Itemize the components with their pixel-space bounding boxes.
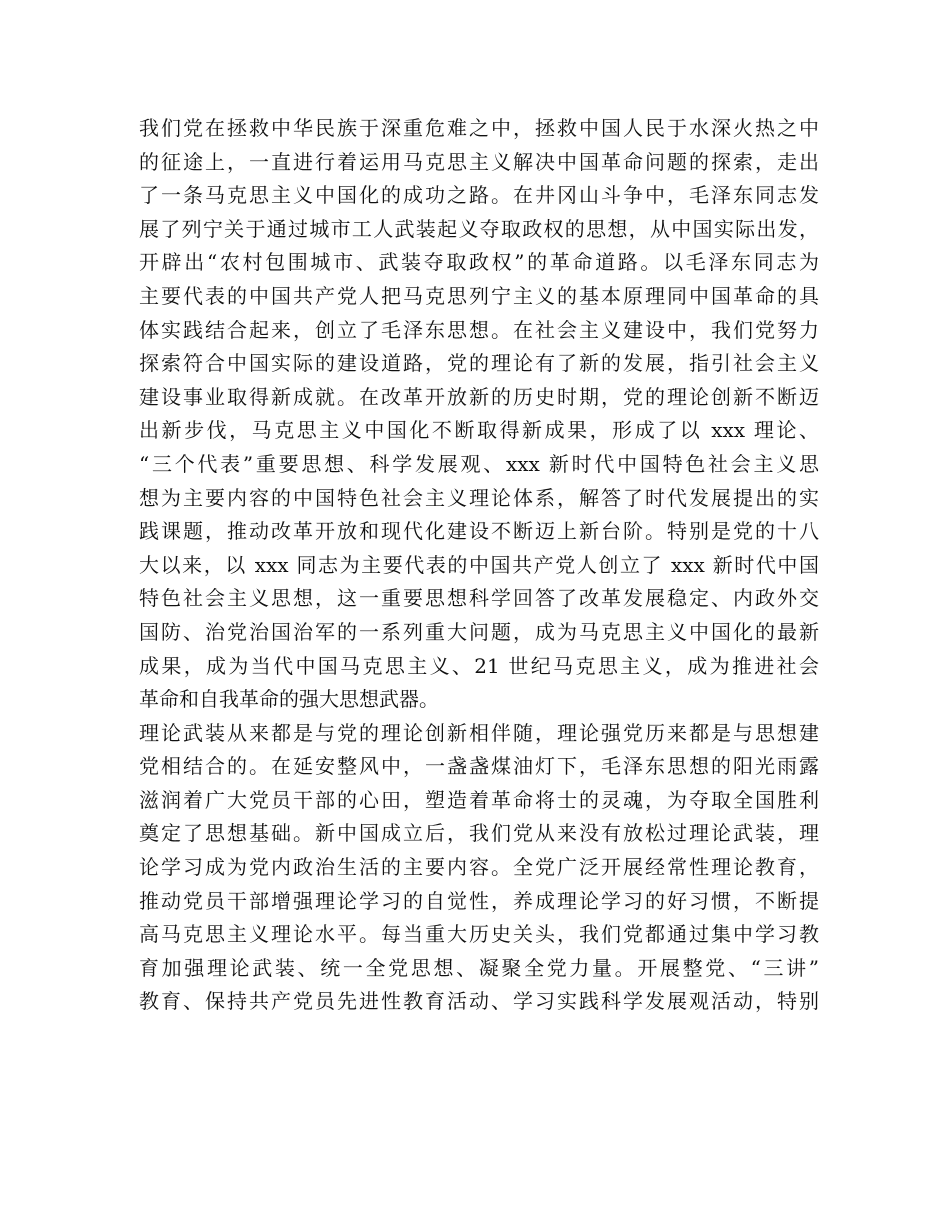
text-line: 我们党在拯救中华民族于深重危难之中，拯救中国人民于水深火热之中: [139, 116, 819, 140]
text-line: 育加强理论武装、统一全党思想、凝聚全党力量。开展整党、“三讲”: [139, 955, 819, 980]
text-line: 国防、治党治国治军的一系列重大问题，成为马克思主义中国化的最新: [139, 619, 819, 644]
text-line: 的征途上，一直进行着运用马克思主义解决中国革命问题的探索，走出: [139, 149, 819, 174]
text-line: 想为主要内容的中国特色社会主义理论体系，解答了时代发展提出的实: [139, 485, 819, 510]
text-line: 奠定了思想基础。新中国成立后，我们党从来没有放松过理论武装，理: [139, 821, 819, 846]
text-line: 党相结合的。在延安整风中，一盏盏煤油灯下，毛泽东思想的阳光雨露: [139, 754, 819, 779]
text-line: 成果，成为当代中国马克思主义、21 世纪马克思主义，成为推进社会: [139, 653, 819, 678]
text-line: 推动党员干部增强理论学习的自觉性，养成理论学习的好习惯，不断提: [139, 888, 819, 913]
text-line: 主要代表的中国共产党人把马克思列宁主义的基本原理同中国革命的具: [139, 283, 819, 308]
text-line: 建设事业取得新成就。在改革开放新的历史时期，党的理论创新不断迈: [139, 384, 819, 409]
paragraph-1: [139, 112, 819, 717]
text-line: 滋润着广大党员干部的心田，塑造着革命将士的灵魂，为夺取全国胜利: [139, 787, 819, 812]
text-line: 高马克思主义理论水平。每当重大历史关头，我们党都通过集中学习教: [139, 922, 819, 947]
text-line: 展了列宁关于通过城市工人武装起义夺取政权的思想，从中国实际出发，: [139, 216, 819, 241]
text-line: 理论武装从来都是与党的理论创新相伴随，理论强党历来都是与思想建: [139, 720, 819, 745]
text-line: 特色社会主义思想，这一重要思想科学回答了改革发展稳定、内政外交: [139, 586, 819, 611]
text-line: 论学习成为党内政治生活的主要内容。全党广泛开展经常性理论教育，: [139, 855, 819, 880]
text-line: 探索符合中国实际的建设道路，党的理论有了新的发展，指引社会主义: [139, 351, 819, 376]
text-line: 大以来，以 xxx 同志为主要代表的中国共产党人创立了 xxx 新时代中国: [139, 552, 819, 577]
text-line: 践课题，推动改革开放和现代化建设不断迈上新台阶。特别是党的十八: [139, 519, 819, 544]
text-line: 了一条马克思主义中国化的成功之路。在井冈山斗争中，毛泽东同志发: [139, 183, 819, 208]
document-body: [139, 112, 819, 1019]
paragraph-2: [139, 717, 819, 1019]
text-line: 教育、保持共产党员先进性教育活动、学习实践科学发展观活动，特别: [139, 989, 819, 1014]
text-line: 体实践结合起来，创立了毛泽东思想。在社会主义建设中，我们党努力: [139, 317, 819, 342]
text-line: 革命和自我革命的强大思想武器。: [139, 687, 439, 712]
text-line: “三个代表”重要思想、科学发展观、xxx 新时代中国特色社会主义思: [139, 451, 819, 476]
text-line: 开辟出“农村包围城市、武装夺取政权”的革命道路。以毛泽东同志为: [139, 250, 819, 275]
text-line: 出新步伐，马克思主义中国化不断取得新成果，形成了以 xxx 理论、: [139, 418, 819, 443]
